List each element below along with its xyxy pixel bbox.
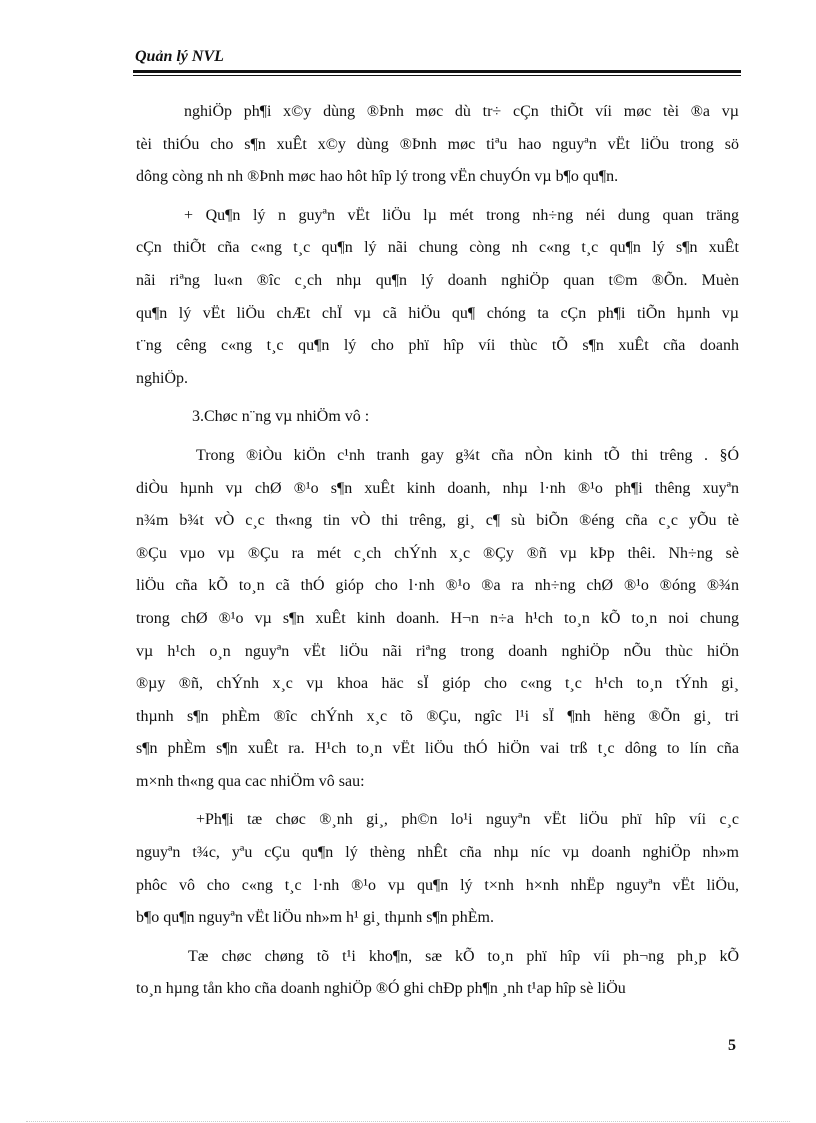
text-line: n¾m b¾t vÒ c¸c th«ng tin vÒ thi trêng, gi¸ c¶ sù biÕn ®éng cña c¸c yÕu tè — [136, 512, 739, 530]
text-line: s¶n phÈm s¶n xuÊt ra. H¹ch to¸n vËt liÖu thÓ hiÖn vai trß t¸c dông to lín cña — [136, 740, 739, 758]
paragraph — [136, 96, 739, 194]
header-title: Quản lý NVL — [135, 48, 224, 65]
text-line: t¨ng cêng c«ng t¸c qu¶n lý cho phï hîp víi thùc tÕ s¶n xuÊt cña doanh — [136, 337, 739, 355]
text-line: trong chØ ®¹o vµ s¶n xuÊt kinh doanh. H¬n n÷a h¹ch to¸n kÕ to¸n noi chung — [136, 609, 739, 627]
text-line: nghiÖp ph¶i x©y dùng ®Þnh møc dù tr÷ cÇn thiÕt víi møc tèi ®a vµ — [184, 103, 739, 120]
paragraph — [136, 804, 739, 934]
text-line: 3.Chøc n¨ng vµ nhiÖm vô : — [192, 408, 370, 426]
text-line: diÒu hµnh vµ chØ ®¹o s¶n xuÊt kinh doanh, nhµ l·nh ®¹o ph¶i thêng xuyªn — [136, 479, 739, 497]
body-text — [136, 96, 739, 1006]
text-line: ®Çu vµo vµ ®Çu ra mét c¸ch chÝnh x¸c ®Çy ®ñ vµ kÞp thêi. Nh÷ng sè — [136, 544, 739, 562]
page-number: 5 — [728, 1037, 736, 1054]
text-line: tèi thiÓu cho s¶n xuÊt x©y dùng ®Þnh møc tiªu hao nguyªn vËt liÖu trong sö — [136, 135, 739, 153]
text-line: cÇn thiÕt cña c«ng t¸c qu¶n lý nãi chung còng nh c«ng t¸c qu¶n lý s¶n xuÊt — [136, 239, 739, 257]
paragraph — [136, 401, 739, 434]
text-line: b¶o qu¶n nguyªn vËt liÖu nh»m h¹ gi¸ thµnh s¶n phÈm. — [136, 909, 494, 927]
paragraph — [136, 200, 739, 396]
text-line: dông còng nh nh ®Þnh møc hao hôt hîp lý trong vËn chuyÓn vµ b¶o qu¶n. — [136, 168, 619, 186]
text-line: phôc vô cho c«ng t¸c l·nh ®¹o vµ qu¶n lý t×nh h×nh nhËp nguyªn vËt liÖu, — [136, 876, 739, 894]
header-rule-thin — [133, 75, 741, 76]
text-line: +Ph¶i tæ chøc ®¸nh gi¸, ph©n lo¹i nguyªn vËt liÖu phï hîp víi c¸c — [196, 811, 739, 829]
text-line: nãi riªng lu«n ®îc c¸ch nhµ qu¶n lý doanh nghiÖp quan t©m ®Õn. Muèn — [136, 271, 739, 289]
text-line: to¸n hµng tån kho cña doanh nghiÖp ®Ó ghi chÐp ph¶n ¸nh t¹ap hîp sè liÖu — [136, 980, 626, 998]
header-rule-thick — [133, 70, 741, 73]
text-line: qu¶n lý vËt liÖu chÆt chÏ vµ cã hiÖu qu¶ chóng ta cÇn ph¶i tiÕn hµnh vµ — [136, 304, 739, 322]
text-line: Tæ chøc chøng tõ t¹i kho¶n, sæ kÕ to¸n phï hîp víi ph¬ng ph¸p kÕ — [188, 947, 739, 965]
text-line: vµ h¹ch o¸n nguyªn vËt liÖu nãi riªng trong doanh nghiÖp nÕu thùc hiÖn — [136, 642, 739, 660]
text-line: m×nh th«ng qua cac nhiÖm vô sau: — [136, 772, 365, 790]
text-line: thµnh s¶n phÈm ®îc chÝnh x¸c tõ ®Çu, ngîc l¹i sÏ ¶nh hëng ®Õn gi¸ tri — [136, 707, 739, 725]
text-line: nguyªn t¾c, yªu cÇu qu¶n lý thèng nhÊt cña nhµ níc vµ doanh nghiÖp nh»m — [136, 844, 739, 862]
text-line: liÖu cña kÕ to¸n cã thÓ gióp cho l·nh ®¹o ®a ra nh÷ng chØ ®¹o ®óng ®¾n — [136, 577, 739, 595]
text-line: + Qu¶n lý n guyªn vËt liÖu lµ mét trong nh÷ng néi dung quan träng — [184, 206, 739, 224]
paragraph — [136, 440, 739, 799]
text-line: nghiÖp. — [136, 369, 188, 387]
paragraph — [136, 941, 739, 1006]
footer-divider — [26, 1121, 790, 1122]
text-line: Trong ®iÒu kiÖn c¹nh tranh gay g¾t cña nÒn kinh tÕ thi trêng . §Ó — [196, 446, 739, 464]
text-line: ®µy ®ñ, chÝnh x¸c vµ khoa häc sÏ gióp cho c«ng t¸c h¹ch to¸n tÝnh gi¸ — [136, 675, 739, 693]
